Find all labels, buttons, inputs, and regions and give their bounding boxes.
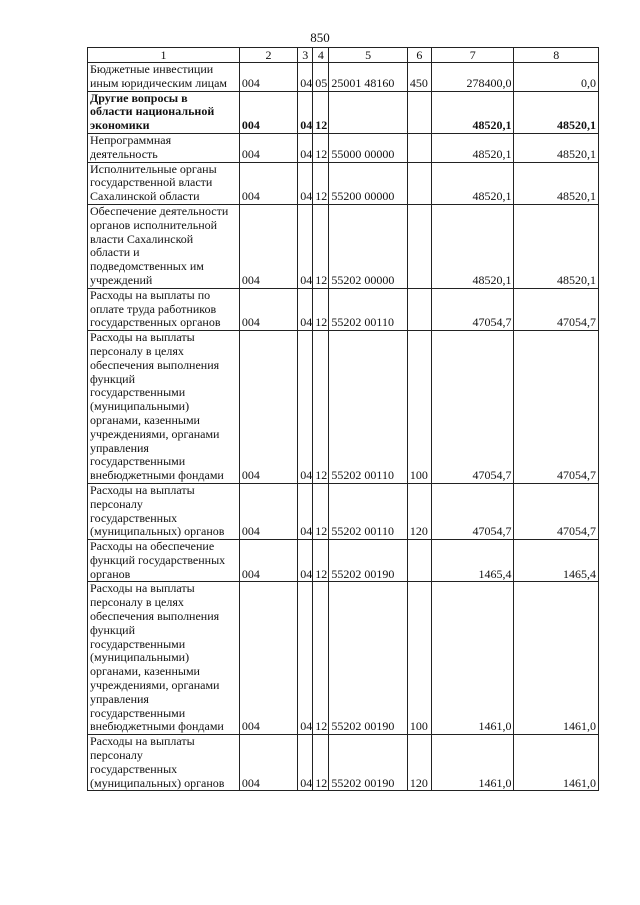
expense-type-cell bbox=[407, 162, 431, 204]
row-name bbox=[88, 483, 240, 539]
section-code-cell: 04 bbox=[298, 63, 313, 92]
admin-code-cell: 004 bbox=[239, 331, 297, 484]
row-name-line: подведомственных им bbox=[90, 259, 204, 274]
amount-cell: 47054,7 bbox=[431, 331, 513, 484]
expense-type-cell: 100 bbox=[407, 582, 431, 735]
subsection-code-cell: 05 bbox=[313, 63, 329, 92]
row-name bbox=[88, 288, 240, 330]
amount-cell: 1461,0 bbox=[514, 735, 599, 791]
amount-cell: 0,0 bbox=[514, 63, 599, 92]
amount-cell: 48520,1 bbox=[514, 91, 599, 133]
row-name bbox=[88, 331, 240, 484]
expense-type-cell: 120 bbox=[407, 483, 431, 539]
row-name-line: органов bbox=[90, 566, 131, 581]
table-row bbox=[88, 331, 599, 484]
subsection-code-cell: 12 bbox=[313, 133, 329, 162]
row-name-line: обеспечения выполнения bbox=[90, 357, 220, 372]
row-name-line: области и bbox=[90, 245, 140, 260]
admin-code-cell: 004 bbox=[239, 483, 297, 539]
admin-code-cell: 004 bbox=[239, 133, 297, 162]
target-code-cell: 55202 00190 bbox=[329, 540, 407, 582]
row-name-line: функций государственных bbox=[90, 552, 226, 567]
row-name-line: (муниципальными) bbox=[90, 399, 190, 414]
expense-type-cell: 450 bbox=[407, 63, 431, 92]
subsection-code-cell: 12 bbox=[313, 288, 329, 330]
row-name-line: управления bbox=[90, 440, 149, 455]
row-name-line: персоналу в целях bbox=[90, 595, 184, 610]
expense-type-cell bbox=[407, 91, 431, 133]
budget-table bbox=[87, 47, 599, 791]
table-row bbox=[88, 582, 599, 735]
section-code-cell: 04 bbox=[298, 162, 313, 204]
row-name-line: функций bbox=[90, 371, 135, 386]
row-name-line: Расходы на выплаты bbox=[90, 581, 195, 596]
row-name bbox=[88, 204, 240, 288]
row-name-line: органами, казенными bbox=[90, 412, 200, 427]
row-name-line: экономики bbox=[90, 118, 150, 133]
row-name-line: учреждений bbox=[90, 272, 153, 287]
table-row bbox=[88, 91, 599, 133]
row-name-line: государственных органов bbox=[90, 315, 221, 330]
target-code-cell: 55000 00000 bbox=[329, 133, 407, 162]
amount-cell: 48520,1 bbox=[431, 204, 513, 288]
target-code-cell: 55202 00110 bbox=[329, 483, 407, 539]
section-code-cell: 04 bbox=[298, 91, 313, 133]
column-header: 3 bbox=[298, 48, 313, 63]
subsection-code-cell: 12 bbox=[313, 582, 329, 735]
target-code-cell: 55202 00190 bbox=[329, 735, 407, 791]
row-name-line: Сахалинской области bbox=[90, 189, 200, 204]
amount-cell: 48520,1 bbox=[514, 204, 599, 288]
target-code-cell: 55202 00110 bbox=[329, 288, 407, 330]
row-name-line: (муниципальных) органов bbox=[90, 775, 225, 790]
row-name-line: учреждениями, органами bbox=[90, 426, 220, 441]
table-row bbox=[88, 540, 599, 582]
row-name-line: (муниципальными) bbox=[90, 650, 190, 665]
row-name-line: Другие вопросы в bbox=[90, 91, 188, 105]
page-number: 850 bbox=[310, 30, 330, 45]
amount-cell: 1461,0 bbox=[431, 582, 513, 735]
table-row bbox=[88, 133, 599, 162]
amount-cell: 48520,1 bbox=[514, 133, 599, 162]
target-code-cell: 55202 00110 bbox=[329, 331, 407, 484]
amount-cell: 48520,1 bbox=[431, 133, 513, 162]
row-name-line: государственными bbox=[90, 705, 186, 720]
amount-cell: 47054,7 bbox=[514, 331, 599, 484]
row-name bbox=[88, 735, 240, 791]
admin-code-cell: 004 bbox=[239, 63, 297, 92]
table-row bbox=[88, 735, 599, 791]
row-name-line: органами, казенными bbox=[90, 664, 200, 679]
column-header: 2 bbox=[239, 48, 297, 63]
subsection-code-cell: 12 bbox=[313, 162, 329, 204]
admin-code-cell: 004 bbox=[239, 288, 297, 330]
expense-type-cell: 100 bbox=[407, 331, 431, 484]
admin-code-cell: 004 bbox=[239, 540, 297, 582]
row-name-line: Непрограммная bbox=[90, 133, 172, 147]
column-header: 7 bbox=[431, 48, 513, 63]
expense-type-cell bbox=[407, 540, 431, 582]
section-code-cell: 04 bbox=[298, 204, 313, 288]
target-code-cell: 55202 00000 bbox=[329, 204, 407, 288]
row-name-line: государственных bbox=[90, 510, 178, 525]
column-header: 6 bbox=[407, 48, 431, 63]
admin-code-cell: 004 bbox=[239, 204, 297, 288]
row-name-line: Бюджетные инвестиции bbox=[90, 62, 214, 76]
row-name-line: Расходы на выплаты bbox=[90, 734, 195, 749]
row-name bbox=[88, 63, 240, 92]
table-row bbox=[88, 63, 599, 92]
column-header: 8 bbox=[514, 48, 599, 63]
amount-cell: 47054,7 bbox=[431, 483, 513, 539]
row-name-line: обеспечения выполнения bbox=[90, 609, 220, 624]
amount-cell: 1465,4 bbox=[431, 540, 513, 582]
row-name-line: государственными bbox=[90, 454, 186, 469]
row-name bbox=[88, 540, 240, 582]
row-name-line: (муниципальных) органов bbox=[90, 524, 225, 539]
table-row bbox=[88, 483, 599, 539]
row-name bbox=[88, 582, 240, 735]
admin-code-cell: 004 bbox=[239, 91, 297, 133]
admin-code-cell: 004 bbox=[239, 162, 297, 204]
row-name-line: оплате труда работников bbox=[90, 301, 217, 316]
table-row bbox=[88, 162, 599, 204]
amount-cell: 278400,0 bbox=[431, 63, 513, 92]
subsection-code-cell: 12 bbox=[313, 91, 329, 133]
subsection-code-cell: 12 bbox=[313, 331, 329, 484]
row-name-line: Расходы на выплаты по bbox=[90, 288, 211, 302]
subsection-code-cell: 12 bbox=[313, 735, 329, 791]
row-name-line: иным юридическим лицам bbox=[90, 75, 227, 90]
expense-type-cell bbox=[407, 133, 431, 162]
amount-cell: 1465,4 bbox=[514, 540, 599, 582]
row-name bbox=[88, 133, 240, 162]
row-name-line: Расходы на выплаты bbox=[90, 330, 195, 345]
table-row bbox=[88, 288, 599, 330]
row-name-line: государственными bbox=[90, 385, 186, 400]
row-name-line: внебюджетными фондами bbox=[90, 468, 224, 483]
amount-cell: 1461,0 bbox=[431, 735, 513, 791]
row-name-line: органов исполнительной bbox=[90, 217, 218, 232]
section-code-cell: 04 bbox=[298, 735, 313, 791]
header-row bbox=[88, 48, 599, 63]
target-code-cell: 25001 48160 bbox=[329, 63, 407, 92]
row-name-line: Исполнительные органы bbox=[90, 162, 217, 176]
row-name-line: персоналу в целях bbox=[90, 343, 184, 358]
row-name-line: персоналу bbox=[90, 496, 143, 511]
section-code-cell: 04 bbox=[298, 288, 313, 330]
row-name-line: государственной власти bbox=[90, 175, 213, 190]
subsection-code-cell: 12 bbox=[313, 204, 329, 288]
amount-cell: 48520,1 bbox=[431, 91, 513, 133]
row-name-line: государственных bbox=[90, 761, 178, 776]
row-name-line: власти Сахалинской bbox=[90, 231, 194, 246]
column-header: 1 bbox=[88, 48, 240, 63]
target-code-cell: 55202 00190 bbox=[329, 582, 407, 735]
section-code-cell: 04 bbox=[298, 331, 313, 484]
row-name-line: области национальной bbox=[90, 104, 215, 119]
amount-cell: 47054,7 bbox=[431, 288, 513, 330]
row-name-line: управления bbox=[90, 691, 149, 706]
row-name bbox=[88, 91, 240, 133]
expense-type-cell bbox=[407, 204, 431, 288]
amount-cell: 1461,0 bbox=[514, 582, 599, 735]
row-name-line: деятельность bbox=[90, 146, 158, 161]
row-name-line: учреждениями, органами bbox=[90, 678, 220, 693]
amount-cell: 47054,7 bbox=[514, 288, 599, 330]
section-code-cell: 04 bbox=[298, 483, 313, 539]
row-name-line: персоналу bbox=[90, 748, 143, 763]
admin-code-cell: 004 bbox=[239, 582, 297, 735]
table-row bbox=[88, 204, 599, 288]
expense-type-cell bbox=[407, 288, 431, 330]
subsection-code-cell: 12 bbox=[313, 483, 329, 539]
section-code-cell: 04 bbox=[298, 582, 313, 735]
subsection-code-cell: 12 bbox=[313, 540, 329, 582]
expense-type-cell: 120 bbox=[407, 735, 431, 791]
target-code-cell bbox=[329, 91, 407, 133]
amount-cell: 47054,7 bbox=[514, 483, 599, 539]
column-header: 5 bbox=[329, 48, 407, 63]
row-name-line: внебюджетными фондами bbox=[90, 719, 224, 734]
amount-cell: 48520,1 bbox=[431, 162, 513, 204]
column-header: 4 bbox=[313, 48, 329, 63]
row-name-line: Расходы на выплаты bbox=[90, 483, 195, 497]
target-code-cell: 55200 00000 bbox=[329, 162, 407, 204]
section-code-cell: 04 bbox=[298, 133, 313, 162]
admin-code-cell: 004 bbox=[239, 735, 297, 791]
row-name-line: функций bbox=[90, 622, 135, 637]
amount-cell: 48520,1 bbox=[514, 162, 599, 204]
row-name-line: государственными bbox=[90, 636, 186, 651]
row-name-line: Обеспечение деятельности bbox=[90, 204, 229, 218]
section-code-cell: 04 bbox=[298, 540, 313, 582]
row-name-line: Расходы на обеспечение bbox=[90, 539, 215, 554]
row-name bbox=[88, 162, 240, 204]
